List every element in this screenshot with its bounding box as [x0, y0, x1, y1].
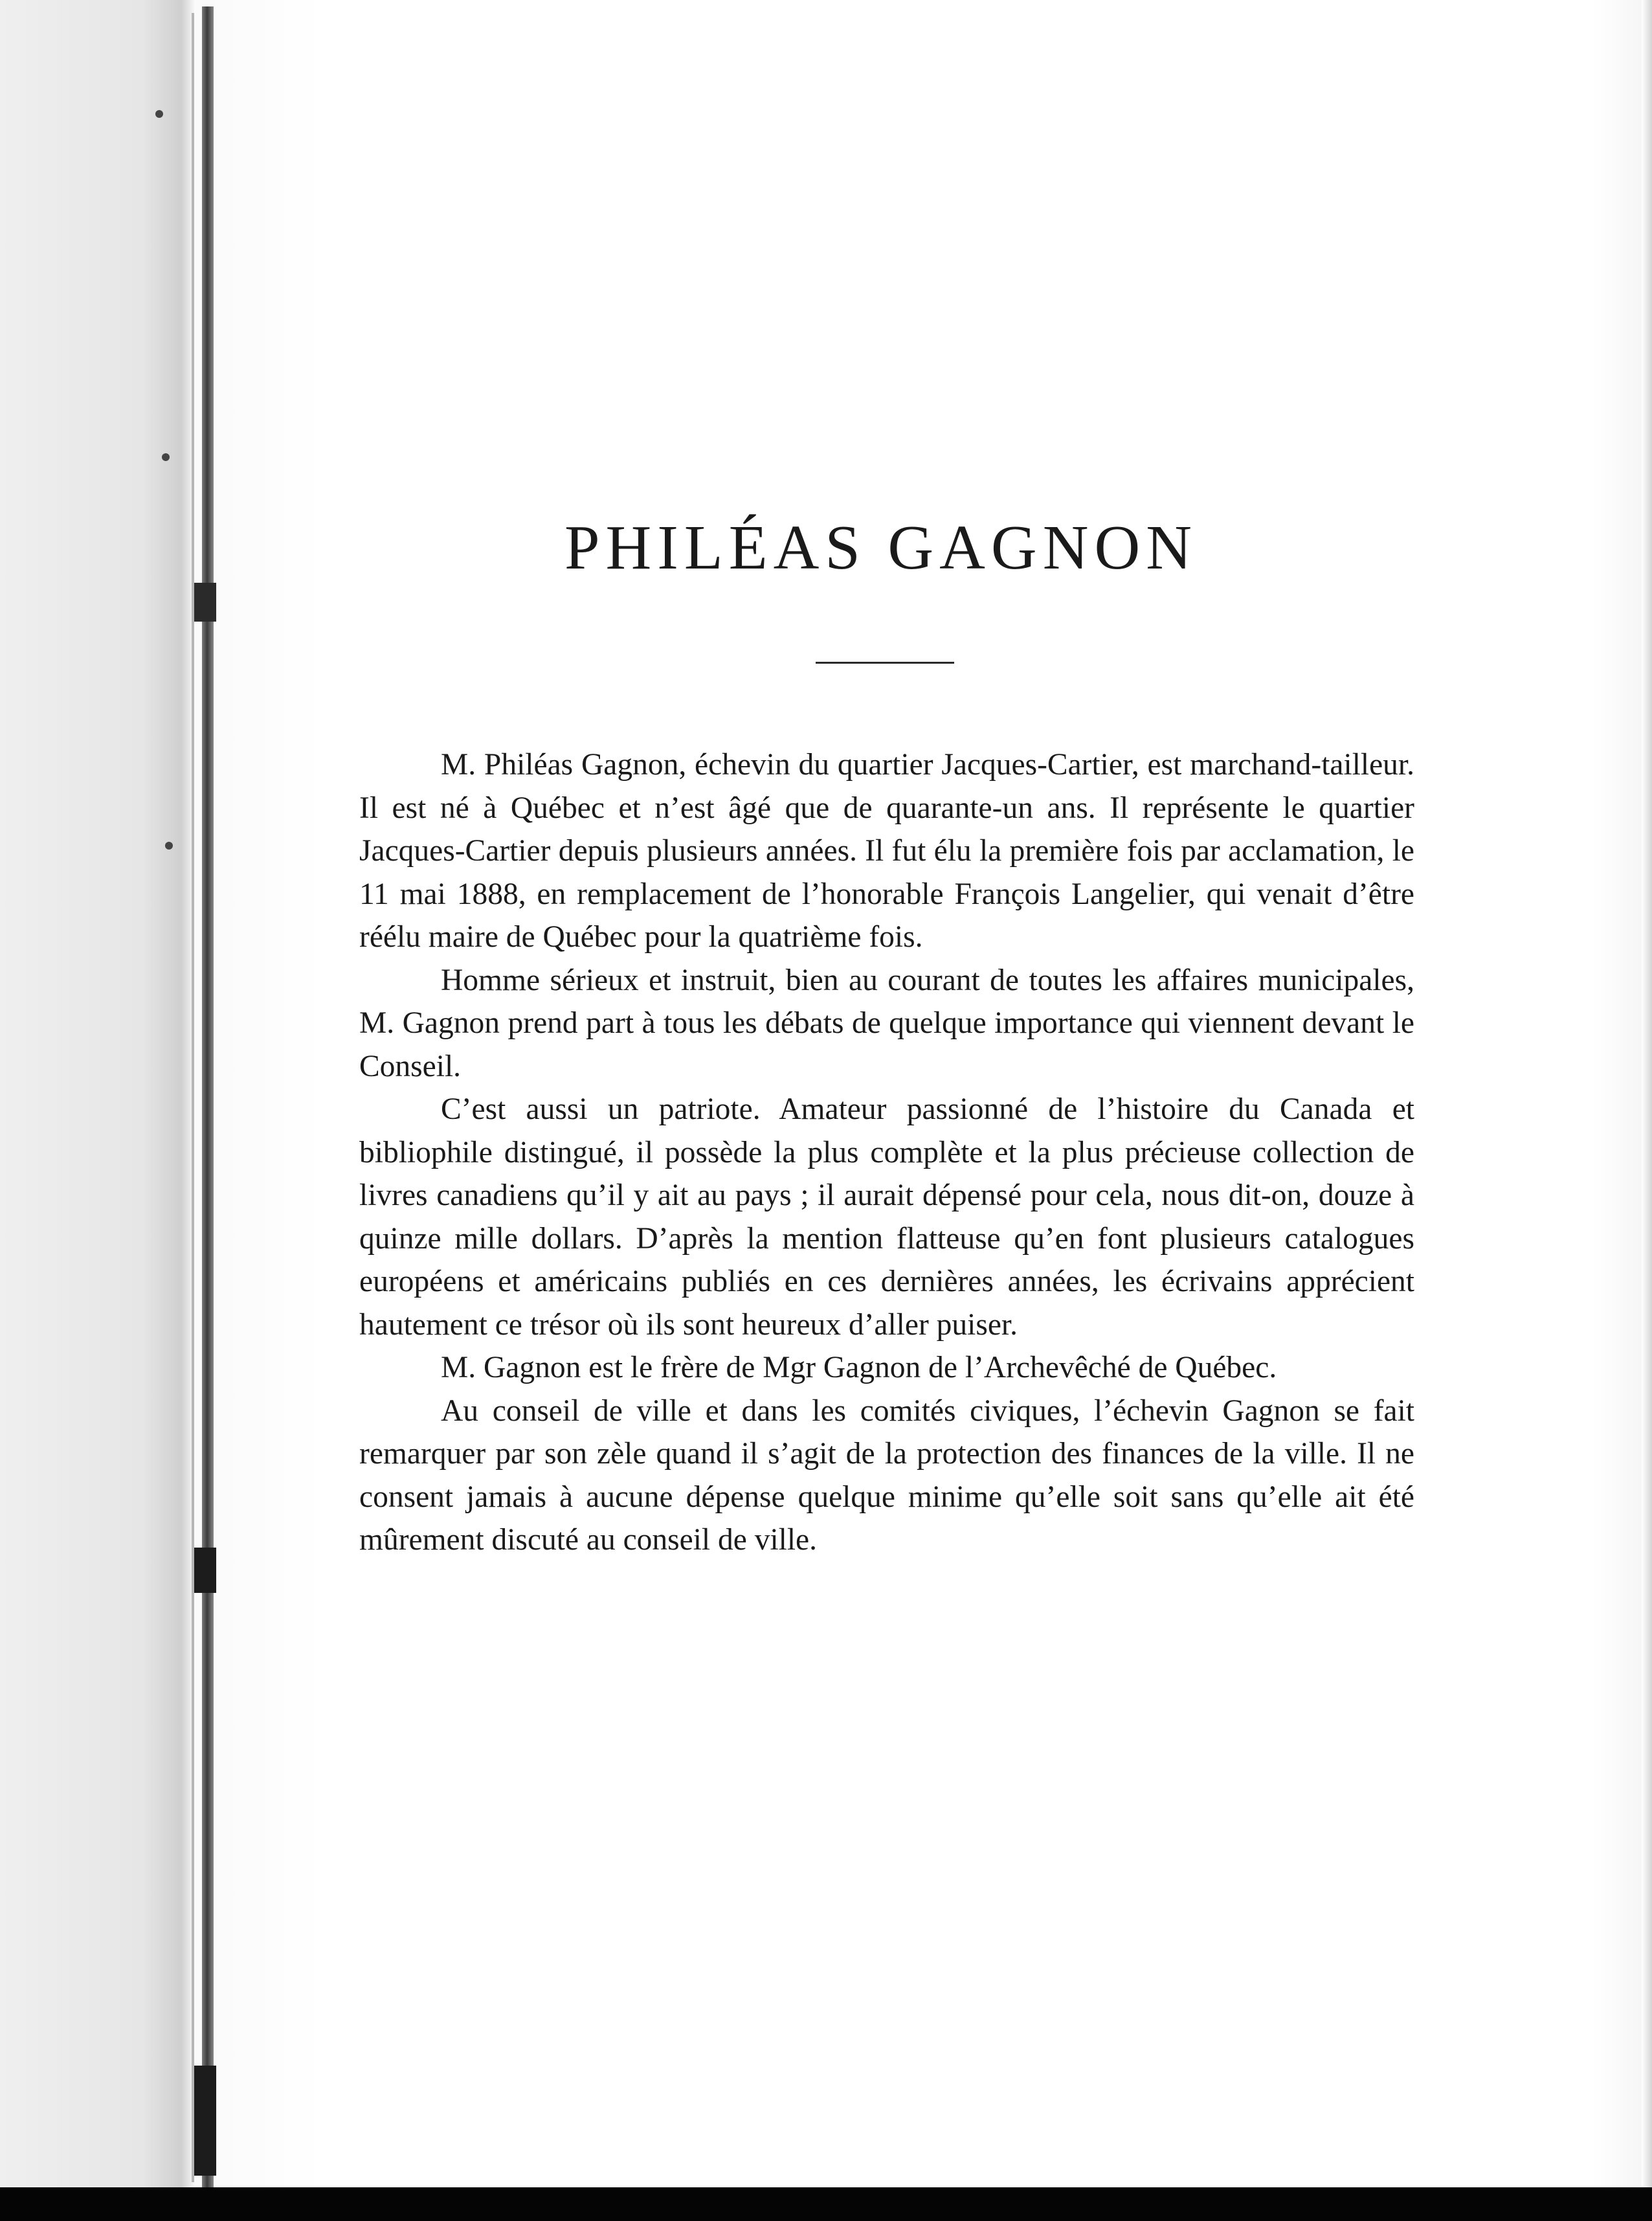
page-title: PHILÉAS GAGNON — [564, 513, 1198, 583]
binding-clip — [194, 2066, 216, 2176]
binding-mark — [165, 842, 173, 850]
binding-rod — [202, 6, 214, 2189]
title-rule — [816, 662, 954, 664]
binding-mark — [155, 110, 163, 118]
binding-clip — [194, 583, 216, 622]
binding-shadow — [0, 0, 194, 2221]
scan-bottom-band — [0, 2187, 1652, 2221]
binding-edge — [192, 13, 194, 2182]
binding-clip — [194, 1548, 216, 1593]
paragraph: Homme sérieux et instruit, bien au courant de toutes les affaires municipales, M. Gagnon prend part à tous les débats de quelque importance qui viennent devant le Conseil. — [359, 963, 1414, 1083]
paragraph: Au conseil de ville et dans les comités civiques, l’échevin Gagnon se fait remarquer par son zèle quand il s’agit de la protection des finances de la ville. Il ne consent jamais à aucune dépense quelque minime qu’elle soit sans qu’elle ait été mûrement discuté au conseil de ville. — [359, 1393, 1414, 1557]
paragraph: M. Gagnon est le frère de Mgr Gagnon de l’Archevêché de Québec. — [441, 1351, 1277, 1384]
paragraph: C’est aussi un patriote. Amateur passionné de l’histoire du Canada et bibliophile distingué, il possède la plus complète et la plus précieuse collection de livres canadiens qu’il y ait au pays ; il aurait dépensé pour cela, nous dit-on, douze à quinze mille dollars. D’après la mention flatteuse qu’en font plusieurs catalogues européens et américains publiés en ces dernières années, les écrivains apprécient hautement ce trésor où ils sont heureux d’aller puiser. — [359, 1092, 1414, 1342]
paragraph: M. Philéas Gagnon, échevin du quartier Jacques-Cartier, est marchand-tailleur. Il est né à Québec et n’est âgé que de quarante-un ans. Il représente le quartier Jacques-Cartier depuis plusieurs années. Il fut élu la première fois par acclamation, le 11 mai 1888, en remplacement de l’honorable François Langelier, qui venait d’être réélu maire de Québec pour la quatrième fois. — [359, 748, 1414, 954]
body-text — [359, 743, 1414, 1562]
binding-mark — [162, 453, 170, 461]
page-right-edge — [1642, 0, 1652, 2215]
